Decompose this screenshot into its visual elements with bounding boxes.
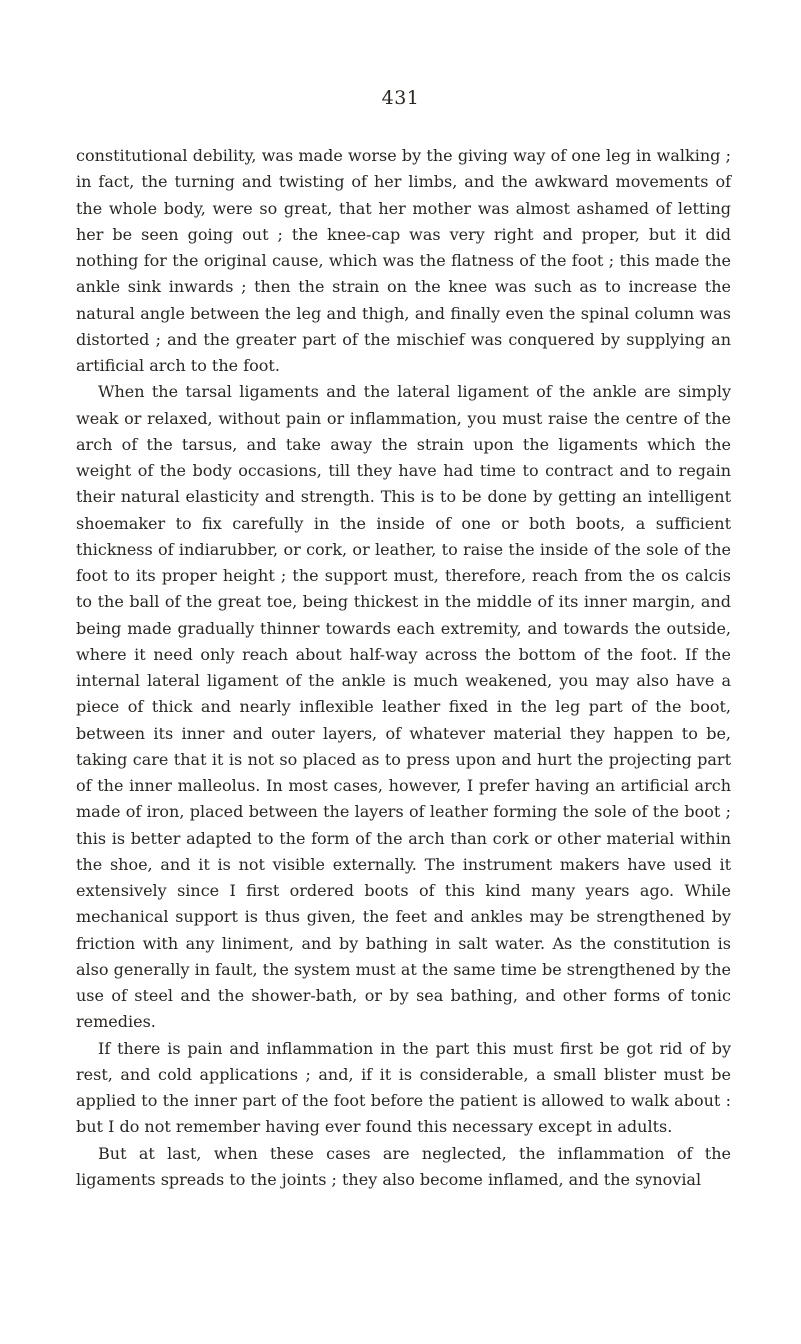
paragraph-continued: constitutional debility, was made worse by the giving way of one leg in walking ; in fact, the turning and twisting of her limbs, and the awkward movements of the whole body, were so great, that her mother was almost ashamed of letting her be seen going out ; the knee-cap was very right and proper, but it did nothing for the original cause, which was the flatness of the foot ; this made the ankle sink inwards ; then the strain on the knee was such as to increase the natural angle between the leg and thigh, and finally even the spinal column was distorted ; and the greater part of the mischief was conquered by supplying an artificial arch to the foot. bbox=[76, 146, 731, 375]
paragraph-pain-inflammation: If there is pain and inflammation in the part this must first be got rid of by rest, and cold applications ; and, if it is considerable, a small blister must be applied to the inner part of the foot before the patient is allowed to walk about : but I do not remember having ever found this necessary except in adults. bbox=[76, 1038, 731, 1137]
paragraph-tarsal-ligaments: When the tarsal ligaments and the lateral ligament of the ankle are simply weak or relaxed, without pain or inflammation, you must raise the centre of the arch of the tarsus, and take away the strain upon the ligaments which the weight of the body occasions, till they have had time to contract and to regain their natural elasticity and strength. This is to be done by getting an intelligent shoemaker to fix carefully in the inside of one or both boots, a sufficient thickness of indiarubber, or cork, or leather, to raise the inside of the sole of the foot to its proper height ; the support must, therefore, reach from the os calcis to the ball of the great toe, being thickest in the middle of its inner margin, and being made gradually thinner towards each extremity, and towards the outside, where it need only reach about half-way across the bottom of the foot. If the internal lateral ligament of the ankle is much weakened, you may also have a piece of thick and nearly inflexible leather fixed in the leg part of the boot, between its inner and outer layers, of whatever material they happen to be, taking care that it is not so placed as to press upon and hurt the projecting part of the inner malleolus. In most cases, however, I prefer having an artificial arch made of iron, placed between the layers of leather forming the sole of the boot ; this is better adapted to the form of the arch than cork or other material within the shoe, and it is not visible externally. The instrument makers have used it extensively since I first ordered boots of this kind many years ago. While mechanical support is thus given, the feet and ankles may be strengthened by friction with any liniment, and by bathing in salt water. As the constitution is also generally in fault, the system must at the same time be strengthened by the use of steel and the shower-bath, or by sea bathing, and other forms of tonic remedies. bbox=[76, 382, 731, 1032]
page-number: 431 bbox=[381, 87, 420, 109]
paragraph-neglected-cases: But at last, when these cases are neglected, the inflammation of the ligaments spreads to the joints ; they also become inflamed, and the synovial bbox=[76, 1143, 731, 1189]
body-text bbox=[76, 143, 731, 1193]
